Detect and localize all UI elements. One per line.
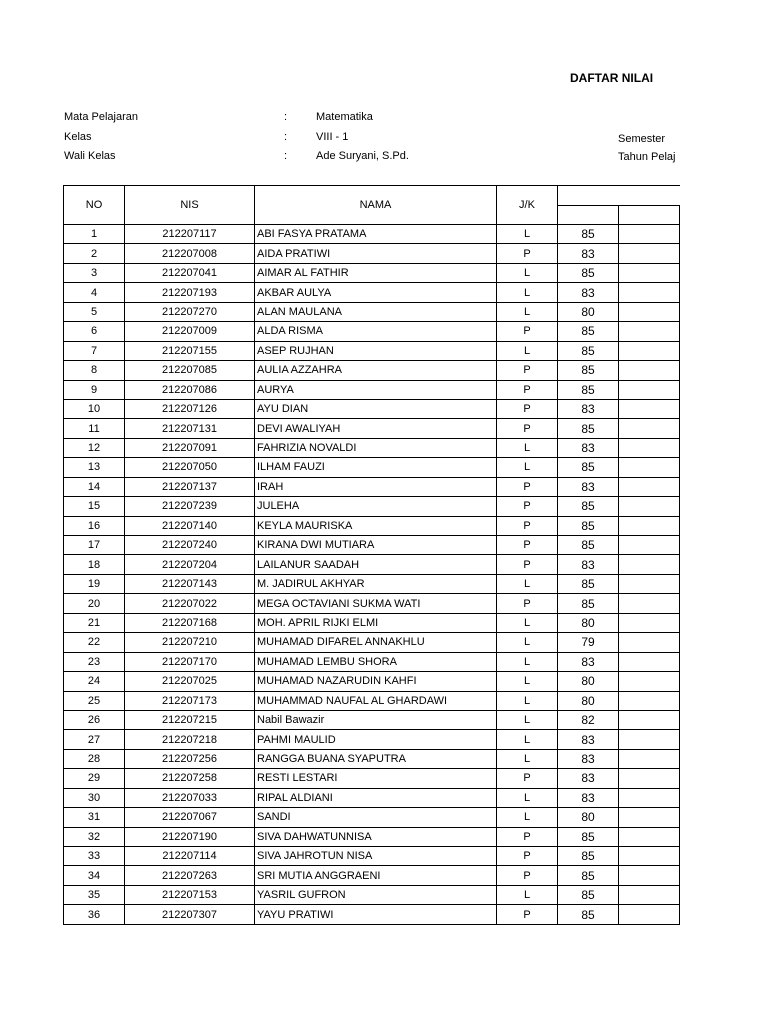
row-nama: AKBAR AULYA <box>255 283 497 302</box>
header-sub-2 <box>619 206 680 225</box>
table-row <box>64 827 680 846</box>
row-nis: 212207114 <box>125 847 255 866</box>
row-nama: RANGGA BUANA SYAPUTRA <box>255 749 497 768</box>
row-nama: SANDI <box>255 808 497 827</box>
row-no: 29 <box>64 769 125 788</box>
row-no: 4 <box>64 283 125 302</box>
row-no: 13 <box>64 458 125 477</box>
table-row <box>64 749 680 768</box>
row-nilai: 85 <box>558 866 619 885</box>
row-nis: 212207050 <box>125 458 255 477</box>
row-empty-cell <box>619 847 680 866</box>
row-empty-cell <box>619 399 680 418</box>
row-empty-cell <box>619 885 680 904</box>
row-nilai: 83 <box>558 555 619 574</box>
row-jk: P <box>497 827 558 846</box>
table-row <box>64 302 680 321</box>
row-no: 1 <box>64 225 125 244</box>
row-jk: L <box>497 808 558 827</box>
row-nama: Nabil Bawazir <box>255 710 497 729</box>
header-sub-1 <box>558 206 619 225</box>
row-nama: ALDA RISMA <box>255 322 497 341</box>
row-empty-cell <box>619 652 680 671</box>
row-empty-cell <box>619 477 680 496</box>
row-nilai: 85 <box>558 497 619 516</box>
row-jk: P <box>497 905 558 924</box>
row-empty-cell <box>619 788 680 807</box>
row-jk: L <box>497 458 558 477</box>
row-empty-cell <box>619 283 680 302</box>
subject-colon: : <box>284 111 288 123</box>
row-jk: P <box>497 866 558 885</box>
header-no: NO <box>64 186 125 225</box>
table-row <box>64 613 680 632</box>
year-label: Tahun Pelaj <box>618 151 676 163</box>
row-empty-cell <box>619 497 680 516</box>
row-empty-cell <box>619 866 680 885</box>
row-jk: P <box>497 555 558 574</box>
row-empty-cell <box>619 905 680 924</box>
row-nis: 212207307 <box>125 905 255 924</box>
row-no: 32 <box>64 827 125 846</box>
table-row <box>64 633 680 652</box>
row-nilai: 85 <box>558 905 619 924</box>
row-empty-cell <box>619 419 680 438</box>
row-jk: L <box>497 788 558 807</box>
row-empty-cell <box>619 769 680 788</box>
row-empty-cell <box>619 438 680 457</box>
table-row <box>64 516 680 535</box>
row-nilai: 80 <box>558 808 619 827</box>
row-jk: P <box>497 419 558 438</box>
row-no: 18 <box>64 555 125 574</box>
row-jk: L <box>497 574 558 593</box>
row-jk: L <box>497 710 558 729</box>
row-nama: SIVA DAHWATUNNISA <box>255 827 497 846</box>
table-row <box>64 399 680 418</box>
row-nis: 212207033 <box>125 788 255 807</box>
row-nilai: 85 <box>558 322 619 341</box>
row-jk: P <box>497 497 558 516</box>
row-nilai: 83 <box>558 477 619 496</box>
row-jk: L <box>497 633 558 652</box>
row-nama: MUHAMAD NAZARUDIN KAHFI <box>255 672 497 691</box>
row-nis: 212207155 <box>125 341 255 360</box>
row-nama: AURYA <box>255 380 497 399</box>
table-row <box>64 438 680 457</box>
row-nama: JULEHA <box>255 497 497 516</box>
row-jk: L <box>497 225 558 244</box>
row-nama: MUHAMMAD NAUFAL AL GHARDAWI <box>255 691 497 710</box>
row-empty-cell <box>619 613 680 632</box>
row-nilai: 85 <box>558 536 619 555</box>
grades-table <box>63 185 680 925</box>
table-row <box>64 574 680 593</box>
row-nama: YAYU PRATIWI <box>255 905 497 924</box>
row-empty-cell <box>619 516 680 535</box>
row-nis: 212207190 <box>125 827 255 846</box>
row-empty-cell <box>619 730 680 749</box>
row-nilai: 85 <box>558 263 619 282</box>
row-no: 5 <box>64 302 125 321</box>
grades-table-body <box>64 225 680 925</box>
row-empty-cell <box>619 302 680 321</box>
row-nama: FAHRIZIA NOVALDI <box>255 438 497 457</box>
row-jk: P <box>497 361 558 380</box>
row-no: 25 <box>64 691 125 710</box>
row-jk: L <box>497 283 558 302</box>
row-no: 36 <box>64 905 125 924</box>
row-nilai: 83 <box>558 652 619 671</box>
row-nama: AIDA PRATIWI <box>255 244 497 263</box>
row-nis: 212207215 <box>125 710 255 729</box>
row-no: 26 <box>64 710 125 729</box>
row-nilai: 83 <box>558 769 619 788</box>
row-no: 23 <box>64 652 125 671</box>
table-row <box>64 536 680 555</box>
header-jk: J/K <box>497 186 558 225</box>
row-jk: L <box>497 302 558 321</box>
teacher-colon: : <box>284 150 288 162</box>
header-nama: NAMA <box>255 186 497 225</box>
row-no: 16 <box>64 516 125 535</box>
row-no: 31 <box>64 808 125 827</box>
table-row <box>64 225 680 244</box>
row-nilai: 80 <box>558 691 619 710</box>
row-nis: 212207263 <box>125 866 255 885</box>
row-nilai: 85 <box>558 341 619 360</box>
row-no: 15 <box>64 497 125 516</box>
table-row <box>64 905 680 924</box>
row-empty-cell <box>619 225 680 244</box>
row-nama: ILHAM FAUZI <box>255 458 497 477</box>
class-value: VIII - 1 <box>316 131 349 143</box>
row-nis: 212207137 <box>125 477 255 496</box>
table-row <box>64 769 680 788</box>
row-nama: RESTI LESTARI <box>255 769 497 788</box>
row-jk: P <box>497 516 558 535</box>
row-no: 19 <box>64 574 125 593</box>
table-row <box>64 555 680 574</box>
row-nilai: 85 <box>558 380 619 399</box>
row-nis: 212207117 <box>125 225 255 244</box>
row-no: 33 <box>64 847 125 866</box>
row-jk: L <box>497 749 558 768</box>
row-no: 3 <box>64 263 125 282</box>
row-nis: 212207258 <box>125 769 255 788</box>
row-nama: KEYLA MAURISKA <box>255 516 497 535</box>
row-no: 7 <box>64 341 125 360</box>
table-row <box>64 730 680 749</box>
table-row <box>64 866 680 885</box>
class-label: Kelas <box>64 131 92 143</box>
row-nilai: 80 <box>558 672 619 691</box>
row-no: 30 <box>64 788 125 807</box>
row-nama: AYU DIAN <box>255 399 497 418</box>
row-no: 27 <box>64 730 125 749</box>
row-nis: 212207210 <box>125 633 255 652</box>
teacher-value: Ade Suryani, S.Pd. <box>316 150 409 162</box>
row-nama: SRI MUTIA ANGGRAENI <box>255 866 497 885</box>
row-empty-cell <box>619 322 680 341</box>
row-nis: 212207173 <box>125 691 255 710</box>
row-nis: 212207067 <box>125 808 255 827</box>
table-row <box>64 652 680 671</box>
row-jk: P <box>497 536 558 555</box>
row-nama: MUHAMAD DIFAREL ANNAKHLU <box>255 633 497 652</box>
table-row <box>64 672 680 691</box>
row-jk: P <box>497 399 558 418</box>
row-nama: MEGA OCTAVIANI SUKMA WATI <box>255 594 497 613</box>
row-empty-cell <box>619 574 680 593</box>
row-nilai: 85 <box>558 225 619 244</box>
row-nama: ABI FASYA PRATAMA <box>255 225 497 244</box>
row-nilai: 83 <box>558 749 619 768</box>
row-no: 6 <box>64 322 125 341</box>
row-nilai: 83 <box>558 788 619 807</box>
table-row <box>64 361 680 380</box>
table-row <box>64 594 680 613</box>
row-jk: P <box>497 847 558 866</box>
row-nis: 212207022 <box>125 594 255 613</box>
row-nis: 212207239 <box>125 497 255 516</box>
class-colon: : <box>284 131 288 143</box>
row-nama: ASEP RUJHAN <box>255 341 497 360</box>
row-nis: 212207170 <box>125 652 255 671</box>
row-nama: KIRANA DWI MUTIARA <box>255 536 497 555</box>
table-row <box>64 322 680 341</box>
row-nilai: 80 <box>558 613 619 632</box>
header-nis: NIS <box>125 186 255 225</box>
row-nama: AULIA AZZAHRA <box>255 361 497 380</box>
row-nis: 212207041 <box>125 263 255 282</box>
row-nis: 212207204 <box>125 555 255 574</box>
row-nis: 212207086 <box>125 380 255 399</box>
row-no: 21 <box>64 613 125 632</box>
row-nama: MUHAMAD LEMBU SHORA <box>255 652 497 671</box>
table-row <box>64 477 680 496</box>
row-nis: 212207126 <box>125 399 255 418</box>
row-no: 17 <box>64 536 125 555</box>
table-row <box>64 419 680 438</box>
row-empty-cell <box>619 341 680 360</box>
row-no: 20 <box>64 594 125 613</box>
row-no: 10 <box>64 399 125 418</box>
row-nilai: 80 <box>558 302 619 321</box>
row-no: 14 <box>64 477 125 496</box>
row-nama: IRAH <box>255 477 497 496</box>
table-row <box>64 710 680 729</box>
row-nilai: 85 <box>558 516 619 535</box>
row-jk: P <box>497 380 558 399</box>
row-no: 22 <box>64 633 125 652</box>
row-no: 8 <box>64 361 125 380</box>
row-empty-cell <box>619 263 680 282</box>
semester-label: Semester <box>618 133 666 145</box>
row-jk: L <box>497 652 558 671</box>
row-jk: L <box>497 341 558 360</box>
row-empty-cell <box>619 672 680 691</box>
row-nama: LAILANUR SAADAH <box>255 555 497 574</box>
row-empty-cell <box>619 710 680 729</box>
grades-table-wrapper <box>63 185 679 925</box>
row-nama: PAHMI MAULID <box>255 730 497 749</box>
table-row <box>64 341 680 360</box>
row-nama: M. JADIRUL AKHYAR <box>255 574 497 593</box>
row-jk: L <box>497 672 558 691</box>
row-empty-cell <box>619 749 680 768</box>
row-nilai: 83 <box>558 283 619 302</box>
row-nama: SIVA JAHROTUN NISA <box>255 847 497 866</box>
row-nis: 212207085 <box>125 361 255 380</box>
subject-label: Mata Pelajaran <box>64 111 138 123</box>
row-jk: L <box>497 613 558 632</box>
table-row <box>64 808 680 827</box>
header-nilai-group <box>558 186 680 206</box>
row-nis: 212207008 <box>125 244 255 263</box>
row-jk: P <box>497 769 558 788</box>
row-nilai: 83 <box>558 730 619 749</box>
teacher-label: Wali Kelas <box>64 150 116 162</box>
row-nis: 212207270 <box>125 302 255 321</box>
row-no: 2 <box>64 244 125 263</box>
row-nilai: 79 <box>558 633 619 652</box>
row-empty-cell <box>619 380 680 399</box>
row-nama: ALAN MAULANA <box>255 302 497 321</box>
table-row <box>64 458 680 477</box>
row-jk: L <box>497 730 558 749</box>
row-nilai: 83 <box>558 438 619 457</box>
row-nilai: 85 <box>558 885 619 904</box>
table-row <box>64 885 680 904</box>
row-jk: L <box>497 691 558 710</box>
row-nis: 212207140 <box>125 516 255 535</box>
row-nis: 212207193 <box>125 283 255 302</box>
row-empty-cell <box>619 594 680 613</box>
row-nilai: 85 <box>558 574 619 593</box>
row-nis: 212207256 <box>125 749 255 768</box>
row-jk: P <box>497 244 558 263</box>
row-nis: 212207025 <box>125 672 255 691</box>
row-nama: AIMAR AL FATHIR <box>255 263 497 282</box>
row-nis: 212207240 <box>125 536 255 555</box>
row-jk: L <box>497 263 558 282</box>
row-nis: 212207131 <box>125 419 255 438</box>
row-no: 28 <box>64 749 125 768</box>
table-row <box>64 263 680 282</box>
row-nama: MOH. APRIL RIJKI ELMI <box>255 613 497 632</box>
row-empty-cell <box>619 244 680 263</box>
table-row <box>64 788 680 807</box>
table-row <box>64 283 680 302</box>
row-nis: 212207091 <box>125 438 255 457</box>
row-nilai: 85 <box>558 419 619 438</box>
row-nama: RIPAL ALDIANI <box>255 788 497 807</box>
row-nilai: 82 <box>558 710 619 729</box>
row-no: 9 <box>64 380 125 399</box>
row-nis: 212207143 <box>125 574 255 593</box>
row-empty-cell <box>619 536 680 555</box>
row-nis: 212207168 <box>125 613 255 632</box>
row-no: 34 <box>64 866 125 885</box>
subject-value: Matematika <box>316 111 373 123</box>
row-empty-cell <box>619 827 680 846</box>
row-nis: 212207153 <box>125 885 255 904</box>
row-nis: 212207218 <box>125 730 255 749</box>
row-jk: L <box>497 438 558 457</box>
row-empty-cell <box>619 361 680 380</box>
row-jk: P <box>497 594 558 613</box>
row-nilai: 85 <box>558 847 619 866</box>
document-title: DAFTAR NILAI <box>570 71 654 85</box>
table-row <box>64 847 680 866</box>
row-empty-cell <box>619 555 680 574</box>
row-nilai: 83 <box>558 244 619 263</box>
row-no: 11 <box>64 419 125 438</box>
table-row <box>64 497 680 516</box>
row-nama: YASRIL GUFRON <box>255 885 497 904</box>
row-no: 12 <box>64 438 125 457</box>
row-empty-cell <box>619 458 680 477</box>
row-jk: L <box>497 885 558 904</box>
row-nilai: 85 <box>558 458 619 477</box>
row-empty-cell <box>619 633 680 652</box>
row-nilai: 85 <box>558 361 619 380</box>
row-empty-cell <box>619 691 680 710</box>
table-row <box>64 380 680 399</box>
row-no: 24 <box>64 672 125 691</box>
row-nama: DEVI AWALIYAH <box>255 419 497 438</box>
table-row <box>64 691 680 710</box>
row-nilai: 83 <box>558 399 619 418</box>
table-row <box>64 244 680 263</box>
row-empty-cell <box>619 808 680 827</box>
row-nis: 212207009 <box>125 322 255 341</box>
row-no: 35 <box>64 885 125 904</box>
row-nilai: 85 <box>558 827 619 846</box>
row-jk: P <box>497 322 558 341</box>
row-nilai: 85 <box>558 594 619 613</box>
row-jk: P <box>497 477 558 496</box>
